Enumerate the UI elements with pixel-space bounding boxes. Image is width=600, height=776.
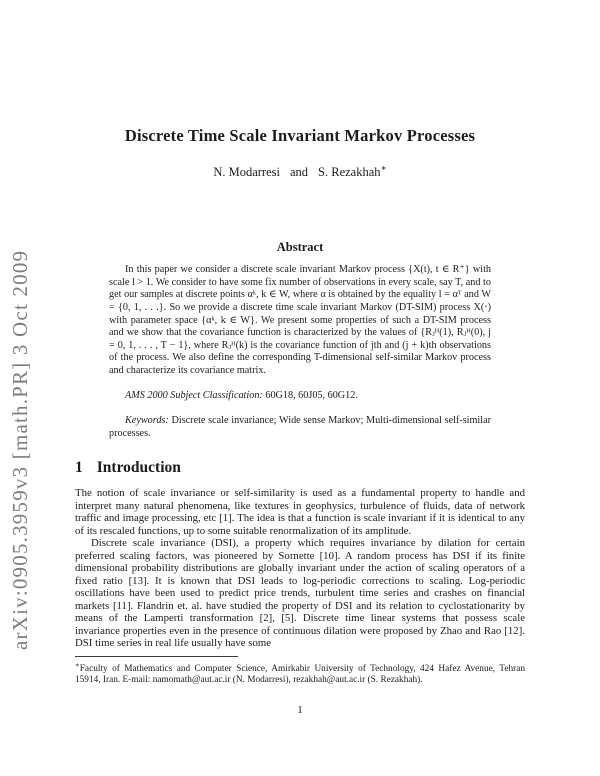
section-number: 1 — [75, 459, 83, 477]
author-second: S. Rezakhah — [318, 165, 381, 180]
intro-paragraph-2: Discrete scale invariance (DSI), a property which requires invariance by dilation for certain preferred scaling factors, was pioneered by Sornette [10]. A random process has DSI if its finite dimensional probability distributions are globally invariant under the action of scaling operators of a fixed ratio [13]. It is known that DSI leads to log-periodic corrections to scaling. Log-periodic oscillations have been used to predict price trends, turbulent time series and crashes on financial markets [11]. Flandrin et. al. have studied the property of DSI and its relation to cyclostationarity by means of the Lamperti transformation [2], [5]. Discrete time linear systems that possess scale invariance properties even in the presence of continuous dilation were proposed by Zhao and Rao [12]. DSI time series in real life usually have some — [75, 537, 525, 650]
arxiv-watermark: arXiv:0905.3959v3 [math.PR] 3 Oct 2009 — [8, 249, 32, 650]
abstract-heading: Abstract — [276, 240, 324, 255]
section-title: Introduction — [96, 459, 181, 477]
footnote-marker: ∗ — [75, 660, 80, 669]
ams-label: AMS 2000 Subject Classification: — [125, 389, 263, 401]
page-number: 1 — [297, 704, 303, 716]
ams-values: 60G18, 60J05, 60G12. — [265, 389, 358, 401]
abstract-block — [109, 240, 491, 440]
abstract-text: In this paper we consider a discrete scale invariant Markov process {X(t), t ∈ R⁺} with scale l > 1. We consider to have some fix number of observations in every scale, say T, and to get our samples at discrete points αᵏ, k ∈ W, where α is obtained by the equality l = αᵀ and W = {0, 1, . . .}. So we provide a discrete time scale invariant Markov (DT-SIM) process X(·) with parameter space {αᵏ, k ∈ W}. We present some properties of such a DT-SIM process and we show that the covariance function is characterized by the values of {Rⱼᴴ(1), Rⱼᴴ(0), j = 0, 1, . . . , T − 1}, where Rⱼᴴ(k) is the covariance function of jth and (j + k)th observations of the process. We also define the corresponding T-dimensional self-similar Markov process and characterize its covariance matrix. — [109, 264, 491, 376]
footnote-body: Faculty of Mathematics and Computer Science, Amirkabir University of Technology, 424 Hafez Avenue, Tehran 15914, Iran. E-mail: namomath@aut.ac.ir (N. Modarresi), rezakhah@aut.ac.ir (S. Rezakhah). — [75, 663, 525, 685]
section-1-heading — [75, 459, 525, 477]
footnote-text — [75, 660, 525, 686]
keywords-text: Discrete scale invariance; Wide sense Markov; Multi-dimensional self-similar processes. — [109, 415, 492, 439]
keywords-label: Keywords: — [125, 415, 169, 427]
author-footnote-marker: ∗ — [380, 163, 387, 173]
author-first: N. Modarresi — [213, 165, 280, 180]
intro-paragraph-1: The notion of scale invariance or self-similarity is used as a fundamental property to handle and interpret many natural phenomena, like textures in geophysics, turbulence of fluids, data of network traffic and image processing, etc [1]. The idea is that a function is scale invariant if it is identical to any of its rescaled functions, up to some suitable renormalization of its amplitude. — [75, 487, 525, 537]
paper-content — [75, 126, 525, 686]
footnote-divider — [75, 656, 238, 657]
ams-classification-line — [109, 390, 491, 403]
authors-conjunction: and — [289, 165, 309, 180]
keywords-line — [109, 415, 491, 440]
paper-title: Discrete Time Scale Invariant Markov Processes — [124, 126, 476, 145]
authors-line — [75, 163, 525, 180]
